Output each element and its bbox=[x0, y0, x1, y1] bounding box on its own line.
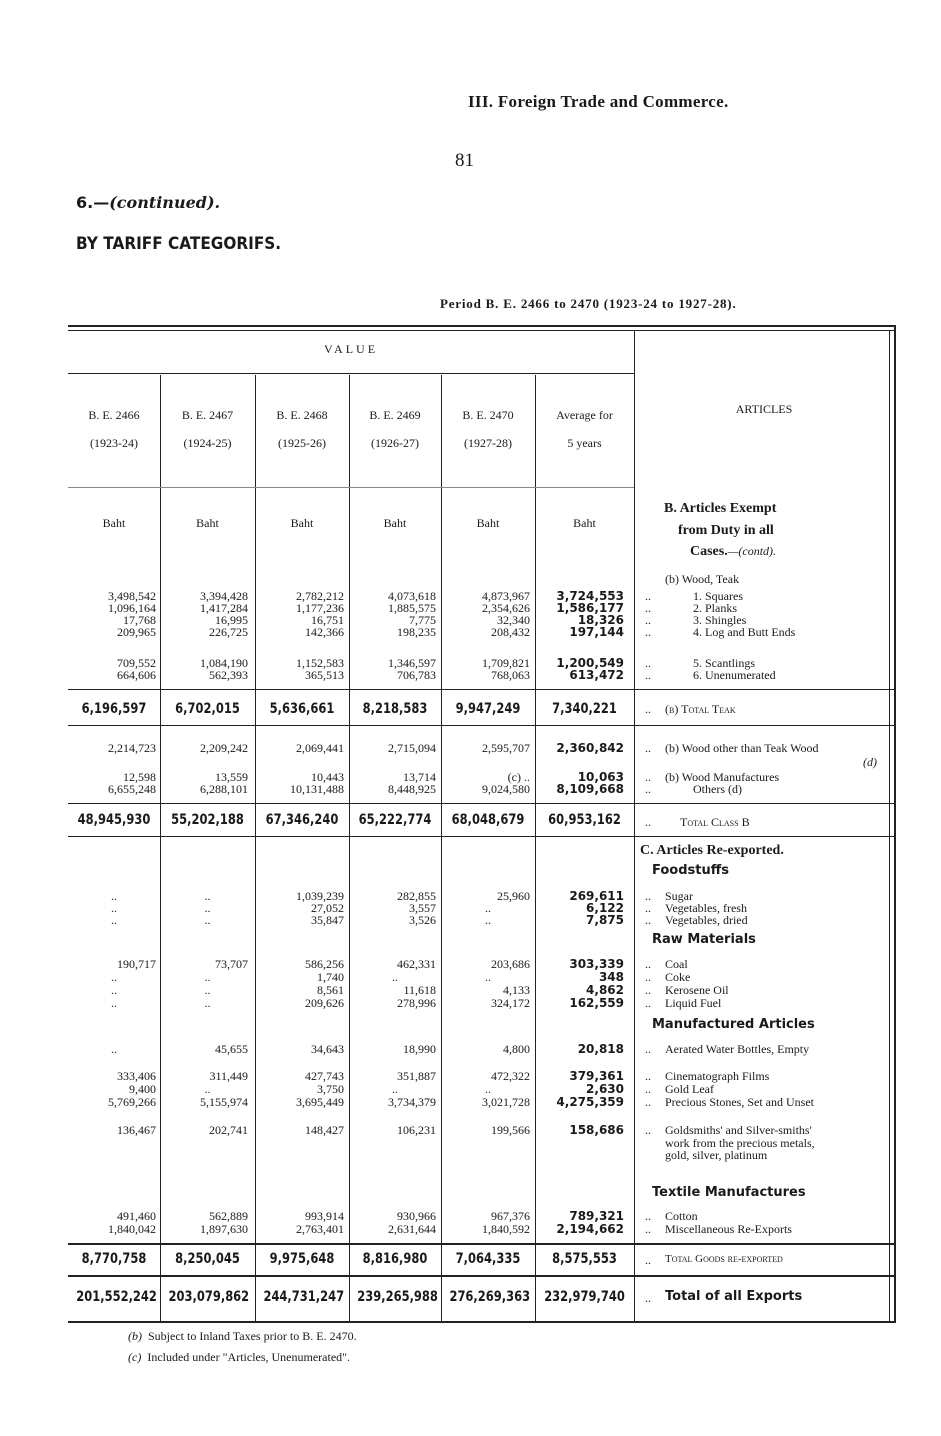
cell-value: 1,039,239 bbox=[296, 889, 344, 903]
col-unit: Baht bbox=[573, 516, 596, 530]
leader-dots: .. bbox=[645, 1095, 651, 1109]
cell-value: 3,557 bbox=[409, 901, 436, 915]
leader-dots: .. bbox=[645, 782, 651, 796]
cell-value: 35,847 bbox=[311, 913, 344, 927]
rule bbox=[68, 689, 896, 690]
total-value: 203,079,862 bbox=[168, 1289, 250, 1305]
cell-value: .. bbox=[485, 913, 491, 927]
cell-value: 2,354,626 bbox=[482, 601, 530, 615]
leader-dots: .. bbox=[645, 656, 651, 670]
average-value: 6,122 bbox=[586, 901, 624, 915]
total-value: 8,250,045 bbox=[175, 1251, 240, 1267]
cell-value: 12,598 bbox=[123, 770, 156, 784]
cell-value: 2,631,644 bbox=[388, 1222, 436, 1236]
cell-value: 2,763,401 bbox=[296, 1222, 344, 1236]
cell-value: 351,887 bbox=[397, 1069, 436, 1083]
col-year: B. E. 2467 bbox=[181, 408, 234, 422]
cell-value: 1,840,042 bbox=[108, 1222, 156, 1236]
article-label: Cotton bbox=[665, 1209, 698, 1223]
cell-value: .. bbox=[204, 901, 211, 915]
col-period: (1924-25) bbox=[183, 436, 232, 450]
category-label: Manufactured Articles bbox=[652, 1017, 815, 1032]
article-label: Total of all Exports bbox=[665, 1289, 803, 1304]
table-bottom-rule bbox=[68, 1321, 896, 1323]
col-year: B. E. 2470 bbox=[462, 408, 514, 422]
cell-value: 1,885,575 bbox=[388, 601, 436, 615]
article-label-cont: (d) bbox=[863, 755, 877, 769]
total-value: 9,975,648 bbox=[269, 1251, 335, 1267]
cell-value: 45,655 bbox=[215, 1042, 248, 1056]
article-label: Kerosene Oil bbox=[665, 983, 729, 997]
value-header: VALUE bbox=[323, 342, 379, 356]
article-label-cont: gold, silver, platinum bbox=[665, 1148, 768, 1162]
cell-value: 472,322 bbox=[491, 1069, 530, 1083]
cell-value: 9,400 bbox=[129, 1082, 156, 1096]
section-b-title-cases: Cases. bbox=[690, 544, 728, 559]
leader-dots: .. bbox=[645, 1042, 651, 1056]
leader-dots: .. bbox=[645, 889, 651, 903]
average-value: 789,321 bbox=[569, 1209, 624, 1223]
cell-value: 427,743 bbox=[305, 1069, 344, 1083]
footnote-mark: (c) bbox=[128, 1350, 142, 1364]
tariff-table bbox=[68, 325, 896, 1325]
section-b-title bbox=[690, 544, 776, 560]
continued-word: (continued). bbox=[109, 193, 221, 212]
cell-value: .. bbox=[204, 1082, 211, 1096]
cell-value: 4,800 bbox=[503, 1042, 530, 1056]
continued-label bbox=[76, 193, 220, 212]
article-label: (b) Wood other than Teak Wood bbox=[665, 741, 819, 755]
cell-value: .. bbox=[485, 970, 491, 984]
table-top-rule bbox=[68, 325, 896, 327]
cell-value: 17,768 bbox=[123, 613, 156, 627]
cell-value: 562,889 bbox=[209, 1209, 248, 1223]
average-value: 2,194,662 bbox=[556, 1222, 624, 1236]
leader-dots: .. bbox=[645, 970, 651, 984]
cell-value: 5,155,974 bbox=[200, 1095, 248, 1109]
leader-dots: .. bbox=[645, 613, 651, 627]
footnote-text: Included under "Articles, Unenumerated". bbox=[147, 1350, 351, 1364]
year-header-rule bbox=[68, 487, 634, 488]
cell-value: 11,618 bbox=[403, 983, 436, 997]
leader-dots: .. bbox=[645, 770, 651, 784]
cell-value: 142,366 bbox=[305, 625, 344, 639]
leader-dots: .. bbox=[645, 668, 651, 682]
article-label: Cinematograph Films bbox=[665, 1069, 770, 1083]
leader-dots: .. bbox=[645, 601, 651, 615]
average-value: 4,862 bbox=[586, 983, 624, 997]
average-value: 2,360,842 bbox=[556, 741, 624, 755]
total-value: 6,196,597 bbox=[81, 701, 147, 717]
cell-value: 3,734,379 bbox=[388, 1095, 436, 1109]
col-period: (1926-27) bbox=[371, 436, 419, 450]
cell-value: 34,643 bbox=[311, 1042, 344, 1056]
cell-value: 148,427 bbox=[305, 1123, 344, 1137]
cell-value: 9,024,580 bbox=[482, 782, 530, 796]
col-year: Average for bbox=[556, 408, 613, 422]
rule bbox=[68, 803, 896, 804]
average-value: 303,339 bbox=[569, 957, 624, 971]
cell-value: 199,566 bbox=[491, 1123, 530, 1137]
leader-dots: .. bbox=[645, 1209, 651, 1223]
leader-dots: .. bbox=[645, 957, 651, 971]
cell-value: 993,914 bbox=[305, 1209, 344, 1223]
article-label: Sugar bbox=[665, 889, 693, 903]
article-label: 2. Planks bbox=[693, 601, 738, 615]
article-label: Liquid Fuel bbox=[665, 996, 722, 1010]
cell-value: 462,331 bbox=[397, 957, 436, 971]
col-period: (1927-28) bbox=[464, 436, 512, 450]
table-right-border bbox=[894, 325, 896, 1323]
page-number: 81 bbox=[455, 150, 474, 171]
continued-number: 6.— bbox=[76, 193, 110, 212]
cell-value: 6,655,248 bbox=[108, 782, 156, 796]
cell-value: 1,346,597 bbox=[388, 656, 436, 670]
cell-value: 209,626 bbox=[305, 996, 344, 1010]
cell-value: 3,394,428 bbox=[200, 589, 248, 603]
average-value: 158,686 bbox=[569, 1123, 624, 1137]
article-label: Vegetables, fresh bbox=[665, 901, 747, 915]
rule bbox=[68, 725, 896, 726]
cell-value: 226,725 bbox=[209, 625, 248, 639]
cell-value: 7,775 bbox=[409, 613, 436, 627]
cell-value: .. bbox=[204, 983, 211, 997]
cell-value: 1,709,821 bbox=[482, 656, 530, 670]
cell-value: 2,214,723 bbox=[108, 741, 156, 755]
article-label: Others (d) bbox=[693, 782, 742, 796]
total-value: 244,731,247 bbox=[263, 1289, 345, 1305]
total-value: 60,953,162 bbox=[548, 812, 621, 828]
article-label: Vegetables, dried bbox=[665, 913, 748, 927]
total-value: 201,552,242 bbox=[76, 1289, 157, 1305]
leader-dots: .. bbox=[645, 1082, 651, 1096]
cell-value: 3,021,728 bbox=[482, 1095, 530, 1109]
article-label: 6. Unenumerated bbox=[693, 668, 776, 682]
average-value: 162,559 bbox=[569, 996, 624, 1010]
cell-value: 1,177,236 bbox=[296, 601, 344, 615]
cell-value: 106,231 bbox=[397, 1123, 436, 1137]
cell-value: .. bbox=[204, 889, 211, 903]
cell-value: 4,133 bbox=[503, 983, 530, 997]
section-b-title: from Duty in all bbox=[678, 523, 774, 538]
cell-value: .. bbox=[204, 996, 211, 1010]
cell-value: 278,996 bbox=[397, 996, 436, 1010]
average-value: 613,472 bbox=[569, 668, 624, 682]
cell-value: .. bbox=[111, 996, 117, 1010]
article-label: Total Goods re-exported bbox=[665, 1253, 783, 1265]
cell-value: .. bbox=[392, 1082, 398, 1096]
cell-value: .. bbox=[392, 970, 398, 984]
leader-dots: .. bbox=[645, 1291, 651, 1305]
cell-value: 13,714 bbox=[403, 770, 436, 784]
leader-dots: .. bbox=[645, 1222, 651, 1236]
cell-value: 203,686 bbox=[491, 957, 530, 971]
cell-value: 8,561 bbox=[317, 983, 344, 997]
cell-value: .. bbox=[485, 1082, 491, 1096]
cell-value: 706,783 bbox=[397, 668, 436, 682]
total-value: 8,770,758 bbox=[81, 1251, 147, 1267]
leader-dots: .. bbox=[645, 625, 651, 639]
cell-value: 32,340 bbox=[497, 613, 530, 627]
total-value: 232,979,740 bbox=[544, 1289, 625, 1305]
cell-value: .. bbox=[111, 913, 117, 927]
cell-value: 190,717 bbox=[117, 957, 156, 971]
article-label: Gold Leaf bbox=[665, 1082, 714, 1096]
col-unit: Baht bbox=[383, 516, 407, 530]
cell-value: 202,741 bbox=[209, 1123, 248, 1137]
cell-value: 1,840,592 bbox=[482, 1222, 530, 1236]
cell-value: 311,449 bbox=[209, 1069, 248, 1083]
wood-teak-heading: (b) Wood, Teak bbox=[665, 572, 740, 586]
cell-value: 365,513 bbox=[305, 668, 344, 682]
article-label: Coal bbox=[665, 957, 688, 971]
total-value: 65,222,774 bbox=[358, 812, 432, 828]
cell-value: .. bbox=[204, 970, 211, 984]
cell-value: 333,406 bbox=[117, 1069, 156, 1083]
cell-value: 209,965 bbox=[117, 625, 156, 639]
col-year: B. E. 2468 bbox=[276, 408, 328, 422]
article-label: Aerated Water Bottles, Empty bbox=[665, 1042, 810, 1056]
average-value: 20,818 bbox=[577, 1042, 624, 1056]
period-label: Period B. E. 2466 to 2470 (1923-24 to 1927-28). bbox=[440, 296, 737, 311]
total-value: 8,218,583 bbox=[362, 701, 428, 717]
article-label: Precious Stones, Set and Unset bbox=[665, 1095, 814, 1109]
rule bbox=[68, 1275, 896, 1277]
cell-value: 136,467 bbox=[117, 1123, 156, 1137]
cell-value: .. bbox=[111, 970, 117, 984]
col-year: B. E. 2466 bbox=[88, 408, 140, 422]
footnote-c bbox=[128, 1350, 350, 1365]
cell-value: 491,460 bbox=[117, 1209, 156, 1223]
article-label: (b) Wood Manufactures bbox=[665, 770, 780, 784]
cell-value: 324,172 bbox=[491, 996, 530, 1010]
article-label: Coke bbox=[665, 970, 691, 984]
value-header-rule bbox=[68, 373, 634, 374]
cell-value: 1,417,284 bbox=[200, 601, 248, 615]
cell-value: 1,897,630 bbox=[200, 1222, 248, 1236]
cell-value: 8,448,925 bbox=[388, 782, 436, 796]
tariff-subtitle: BY TARIFF CATEGORIFS. bbox=[76, 234, 282, 254]
leader-dots: .. bbox=[645, 815, 651, 829]
cell-value: 2,782,212 bbox=[296, 589, 344, 603]
col-period: (1925-26) bbox=[278, 436, 326, 450]
category-label: Raw Materials bbox=[652, 932, 756, 947]
table-top-rule-inner bbox=[68, 330, 896, 331]
total-value: 7,064,335 bbox=[455, 1251, 521, 1267]
cell-value: .. bbox=[111, 983, 117, 997]
articles-header: ARTICLES bbox=[735, 402, 793, 416]
col-period: (1923-24) bbox=[90, 436, 138, 450]
average-value: 379,361 bbox=[569, 1069, 624, 1083]
cell-value: 586,256 bbox=[305, 957, 344, 971]
average-value: 3,724,553 bbox=[556, 589, 624, 603]
cell-value: 25,960 bbox=[497, 889, 530, 903]
section-b-title: B. Articles Exempt bbox=[664, 501, 777, 516]
average-value: 10,063 bbox=[577, 770, 624, 784]
cell-value: 3,498,542 bbox=[108, 589, 156, 603]
cell-value: 5,769,266 bbox=[108, 1095, 156, 1109]
cell-value: 3,750 bbox=[317, 1082, 344, 1096]
total-value: 9,947,249 bbox=[455, 701, 521, 717]
cell-value: 4,873,967 bbox=[482, 589, 530, 603]
leader-dots: .. bbox=[645, 741, 651, 755]
cell-value: .. bbox=[111, 901, 117, 915]
article-label: 3. Shingles bbox=[693, 613, 747, 627]
cell-value: 930,966 bbox=[397, 1209, 436, 1223]
leader-dots: .. bbox=[645, 1123, 651, 1137]
cell-value: 2,715,094 bbox=[388, 741, 436, 755]
leader-dots: .. bbox=[645, 1253, 651, 1267]
col-unit: Baht bbox=[196, 516, 219, 530]
cell-value: 2,595,707 bbox=[482, 741, 530, 755]
cell-value: 562,393 bbox=[209, 668, 248, 682]
cell-value: 1,152,583 bbox=[296, 656, 344, 670]
cell-value: 282,855 bbox=[397, 889, 436, 903]
cell-value: 13,559 bbox=[215, 770, 248, 784]
leader-dots: .. bbox=[645, 1069, 651, 1083]
average-value: 18,326 bbox=[577, 613, 624, 627]
article-label-cont: work from the precious metals, bbox=[665, 1136, 815, 1150]
category-label: Textile Manufactures bbox=[652, 1185, 806, 1200]
col-period: 5 years bbox=[567, 436, 602, 450]
rule bbox=[68, 836, 896, 837]
total-value: 67,346,240 bbox=[265, 812, 339, 828]
cell-value: (c) .. bbox=[507, 770, 530, 784]
col-unit: Baht bbox=[476, 516, 500, 530]
total-value: 5,636,661 bbox=[269, 701, 335, 717]
total-value: 8,575,553 bbox=[552, 1251, 617, 1267]
cell-value: 16,751 bbox=[311, 613, 344, 627]
cell-value: 10,131,488 bbox=[290, 782, 344, 796]
cell-value: 16,995 bbox=[215, 613, 248, 627]
cell-value: 73,707 bbox=[215, 957, 248, 971]
cell-value: 208,432 bbox=[491, 625, 530, 639]
cell-value: 27,052 bbox=[311, 901, 344, 915]
cell-value: 3,526 bbox=[409, 913, 436, 927]
cell-value: 2,209,242 bbox=[200, 741, 248, 755]
leader-dots: .. bbox=[645, 901, 651, 915]
cell-value: 967,376 bbox=[491, 1209, 530, 1223]
footnote-b bbox=[128, 1329, 357, 1344]
cell-value: 1,740 bbox=[317, 970, 344, 984]
cell-value: 768,063 bbox=[491, 668, 530, 682]
average-value: 1,200,549 bbox=[556, 656, 624, 670]
total-value: 6,702,015 bbox=[175, 701, 240, 717]
col-unit: Baht bbox=[102, 516, 126, 530]
footnote-mark: (b) bbox=[128, 1329, 142, 1343]
rule bbox=[68, 1243, 896, 1245]
cell-value: .. bbox=[111, 889, 117, 903]
article-label: 5. Scantlings bbox=[693, 656, 755, 670]
average-value: 269,611 bbox=[569, 889, 624, 903]
col-unit: Baht bbox=[290, 516, 314, 530]
section-title: III. Foreign Trade and Commerce. bbox=[468, 92, 729, 111]
col-year: B. E. 2469 bbox=[369, 408, 421, 422]
article-label: Total Class B bbox=[680, 815, 750, 829]
leader-dots: .. bbox=[645, 983, 651, 997]
total-value: 55,202,188 bbox=[171, 812, 244, 828]
article-label: 4. Log and Butt Ends bbox=[693, 625, 796, 639]
leader-dots: .. bbox=[645, 702, 651, 716]
total-value: 48,945,930 bbox=[77, 812, 151, 828]
cell-value: 664,606 bbox=[117, 668, 156, 682]
cell-value: 6,288,101 bbox=[200, 782, 248, 796]
col-divider-articles bbox=[634, 331, 635, 1321]
cell-value: 3,695,449 bbox=[296, 1095, 344, 1109]
section-c-title: C. Articles Re-exported. bbox=[640, 843, 784, 858]
cell-value: 198,235 bbox=[397, 625, 436, 639]
total-value: 8,816,980 bbox=[362, 1251, 428, 1267]
average-value: 8,109,668 bbox=[556, 782, 624, 796]
total-value: 7,340,221 bbox=[552, 701, 617, 717]
table-right-border-inner bbox=[889, 331, 890, 1321]
cell-value: 18,990 bbox=[403, 1042, 436, 1056]
footnote-text: Subject to Inland Taxes prior to B. E. 2470. bbox=[148, 1329, 357, 1343]
total-value: 276,269,363 bbox=[449, 1289, 531, 1305]
average-value: 4,275,359 bbox=[556, 1095, 624, 1109]
total-value: 239,265,988 bbox=[357, 1289, 438, 1305]
cell-value: 709,552 bbox=[117, 656, 156, 670]
cell-value: 10,443 bbox=[311, 770, 344, 784]
average-value: 348 bbox=[598, 970, 624, 984]
leader-dots: .. bbox=[645, 996, 651, 1010]
average-value: 2,630 bbox=[586, 1082, 624, 1096]
cell-value: 2,069,441 bbox=[296, 741, 344, 755]
leader-dots: .. bbox=[645, 589, 651, 603]
average-value: 1,586,177 bbox=[556, 601, 624, 615]
article-label: (b) Total Teak bbox=[665, 702, 736, 716]
article-label: Goldsmiths' and Silver-smiths' bbox=[665, 1123, 812, 1137]
cell-value: .. bbox=[204, 913, 211, 927]
cell-value: 4,073,618 bbox=[388, 589, 436, 603]
cell-value: 1,084,190 bbox=[200, 656, 248, 670]
article-label: 1. Squares bbox=[693, 589, 743, 603]
cell-value: 1,096,164 bbox=[108, 601, 156, 615]
cell-value: .. bbox=[111, 1042, 117, 1056]
average-value: 7,875 bbox=[586, 913, 624, 927]
cell-value: .. bbox=[485, 901, 491, 915]
section-b-title-contd: —(contd). bbox=[727, 544, 777, 558]
leader-dots: .. bbox=[645, 913, 651, 927]
total-value: 68,048,679 bbox=[451, 812, 525, 828]
article-label: Miscellaneous Re-Exports bbox=[665, 1222, 792, 1236]
category-label: Foodstuffs bbox=[652, 863, 729, 878]
average-value: 197,144 bbox=[569, 625, 624, 639]
